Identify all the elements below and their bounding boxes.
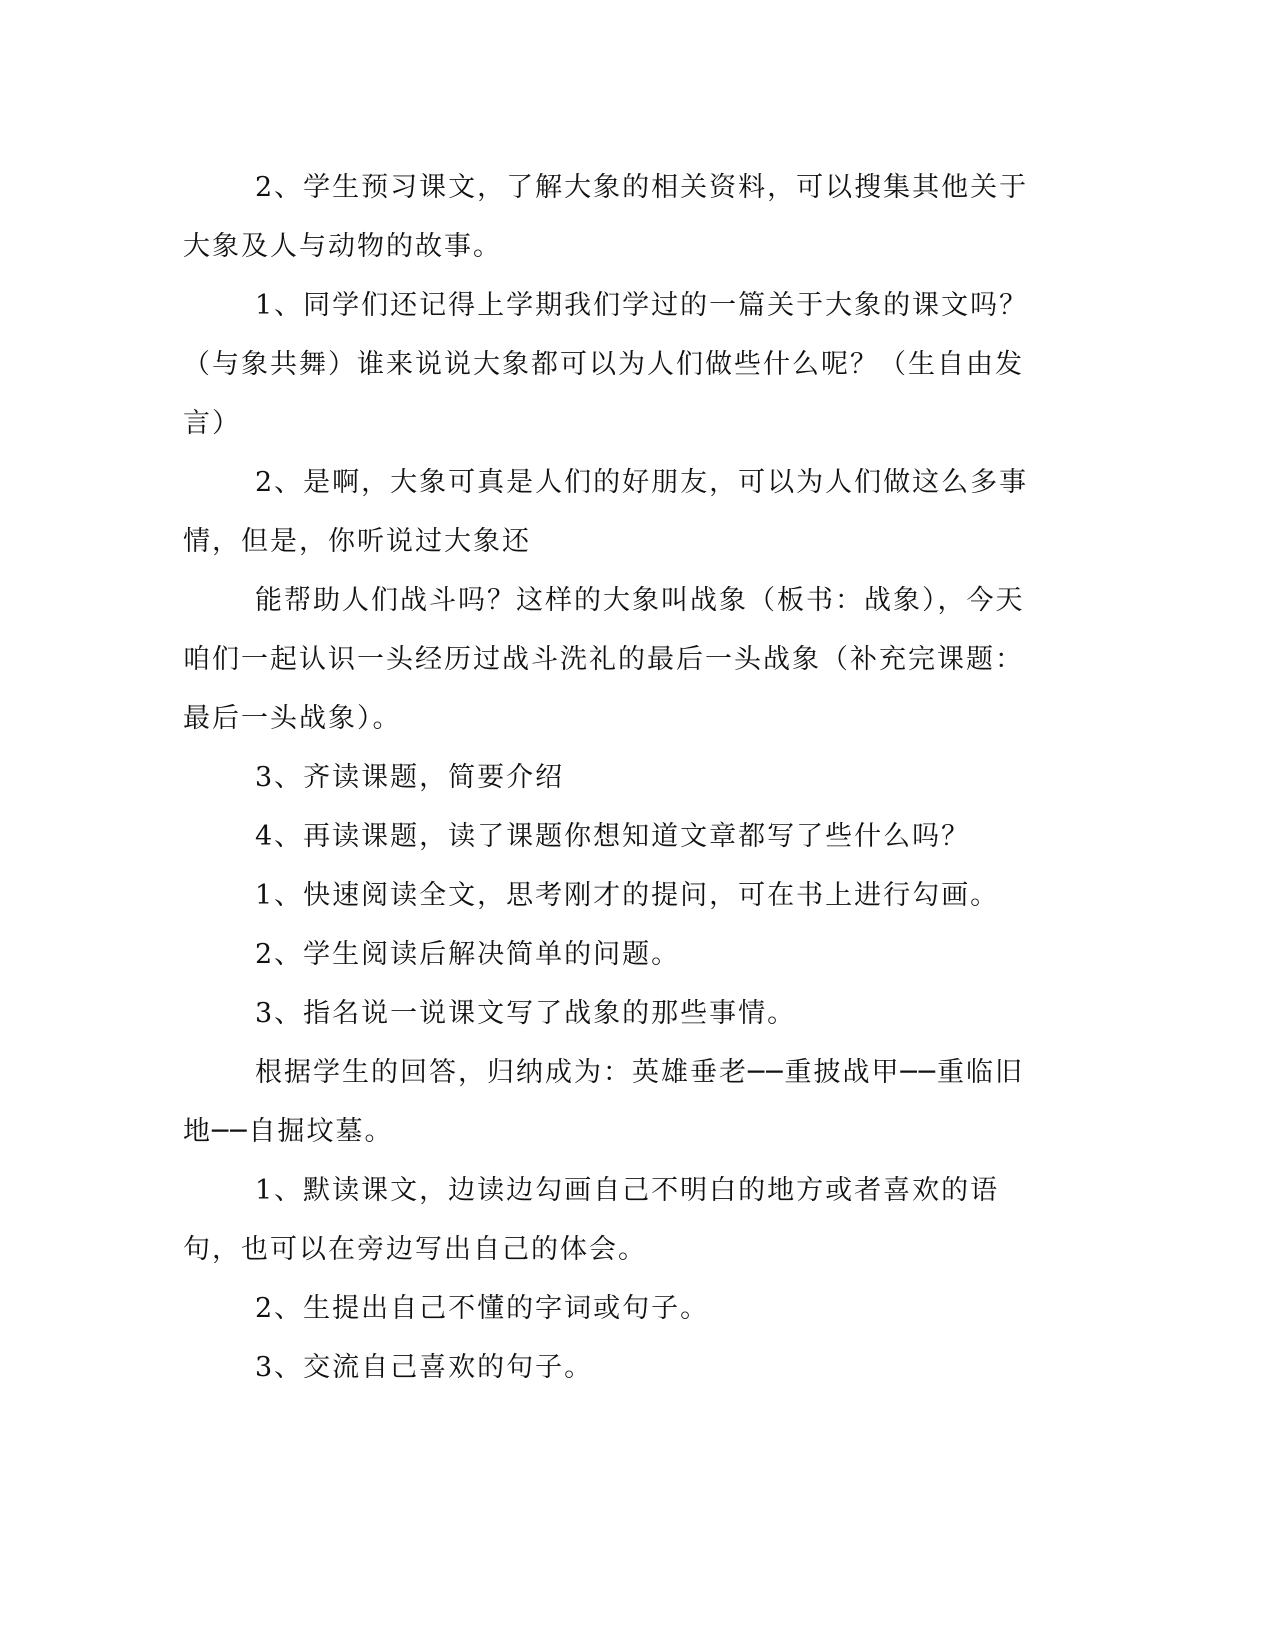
document-page [183,158,1043,1397]
paragraph-9: 3、指名说一说课文写了战象的那些事情。 [255,998,797,1029]
paragraph-5: 3、齐读课题，简要介绍 [255,762,565,793]
paragraph-3: 2、是啊，大象可真是人们的好朋友，可以为人们做这么多事情，但是，你听说过大象还 [183,467,1029,557]
paragraph-1: 2、学生预习课文，了解大象的相关资料，可以搜集其他关于大象及人与动物的故事。 [183,172,1029,262]
paragraph-11: 1、默读课文，边读边勾画自己不明白的地方或者喜欢的语句，也可以在旁边写出自己的体会。 [183,1175,1000,1265]
paragraph-13: 3、交流自己喜欢的句子。 [255,1352,594,1383]
paragraph-7: 1、快速阅读全文，思考刚才的提问，可在书上进行勾画。 [255,880,1000,911]
paragraph-4: 能帮助人们战斗吗？这样的大象叫战象（板书：战象），今天咱们一起认识一头经历过战斗洗礼的最后一头战象（补充完课题：最后一头战象）。 [183,585,1025,734]
paragraph-2: 1、同学们还记得上学期我们学过的一篇关于大象的课文吗？（与象共舞）谁来说说大象都可以为人们做些什么呢？（生自由发言） [183,290,1029,439]
paragraph-12: 2、生提出自己不懂的字词或句子。 [255,1293,710,1324]
paragraph-10: 根据学生的回答，归纳成为：英雄垂老──重披战甲──重临旧地──自掘坟墓。 [183,1057,1025,1147]
paragraph-6: 4、再读课题，读了课题你想知道文章都写了些什么吗？ [255,821,971,852]
paragraph-8: 2、学生阅读后解决简单的问题。 [255,939,681,970]
